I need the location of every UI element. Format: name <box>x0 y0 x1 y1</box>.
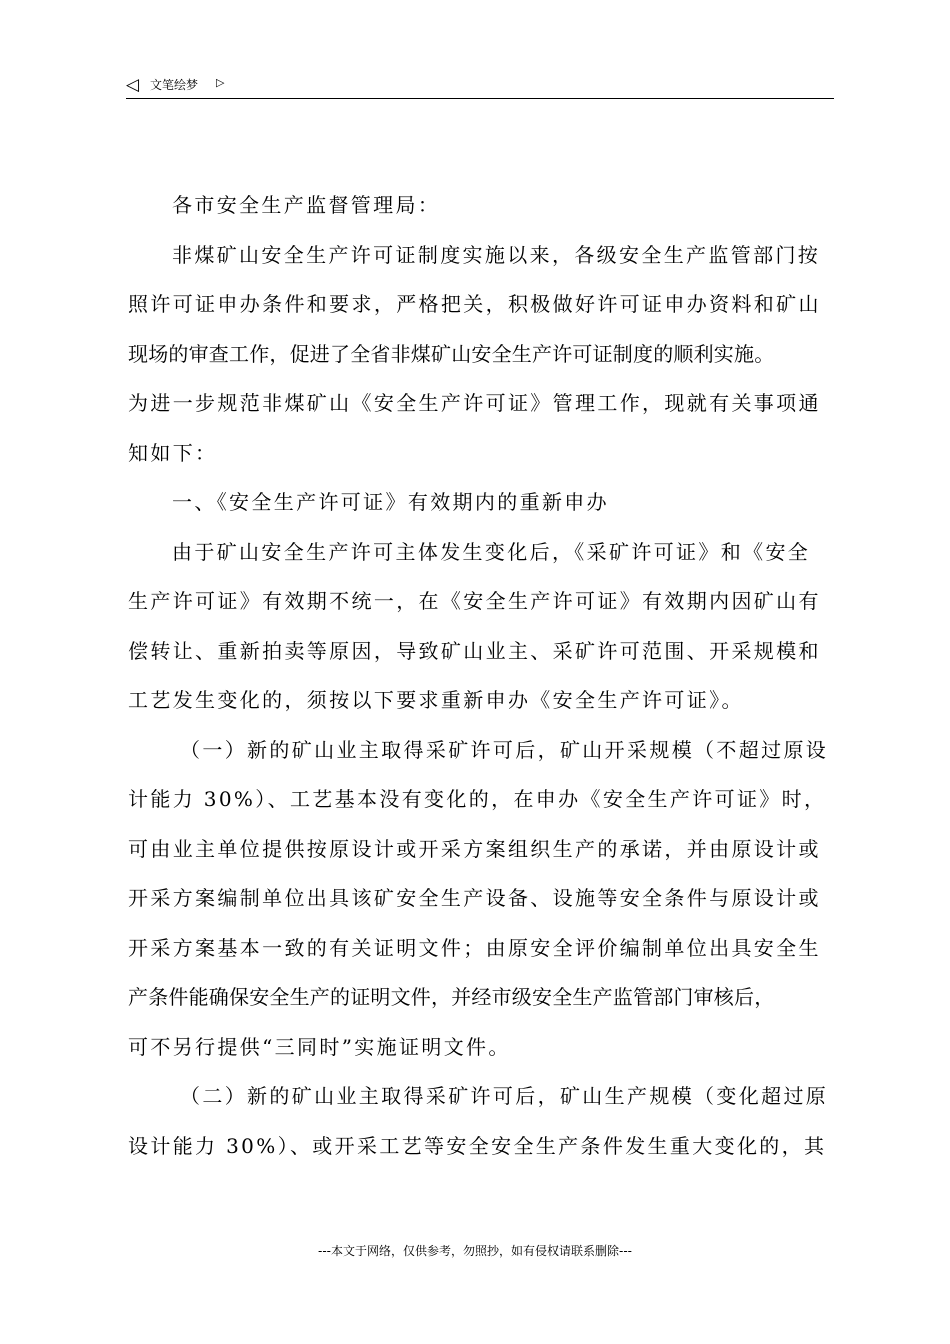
left-triangle-icon: ◁ <box>126 75 140 95</box>
header-brand: 文笔绘梦 <box>150 78 199 92</box>
body-line: 产条件能确保安全生产的证明文件，并经市级安全生产监管部门审核后， <box>128 985 775 1009</box>
body-line: 为进一步规范非煤矿山《安全生产许可证》管理工作，现就有关事项通 <box>128 391 821 415</box>
body-line: 由于矿山安全生产许可主体发生变化后，《采矿许可证》和《安全 <box>172 539 811 564</box>
body-line: 开采方案编制单位出具该矿安全生产设备、设施等安全条件与原设计或 <box>128 886 821 910</box>
document-body <box>128 190 840 1180</box>
body-line: 非煤矿山安全生产许可证制度实施以来，各级安全生产监管部门按 <box>172 242 821 267</box>
body-line: 可由业主单位提供按原设计或开采方案组织生产的承诺，并由原设计或 <box>128 836 821 861</box>
body-line: 可不另行提供“三同时”实施证明文件。 <box>128 1034 511 1059</box>
body-line: 生产许可证》有效期不统一，在《安全生产许可证》有效期内因矿山有 <box>128 589 821 613</box>
body-line: （二）新的矿山业主取得采矿许可后，矿山生产规模（变化超过原 <box>180 1084 829 1108</box>
body-line: 设计能力 30%）、或开采工艺等安全安全生产条件发生重大变化的，其 <box>128 1133 827 1158</box>
page-header <box>126 74 834 99</box>
section-heading: 一、《安全生产许可证》有效期内的重新申办 <box>172 490 609 514</box>
body-line: 现场的审查工作，促进了全省非煤矿山安全生产许可证制度的顺利实施。 <box>128 341 775 366</box>
body-line: 工艺发生变化的，须按以下要求重新申办《安全生产许可证》。 <box>128 688 744 712</box>
salutation-line: 各市安全生产监督管理局： <box>172 193 441 217</box>
body-line: 偿转让、重新拍卖等原因，导致矿山业主、采矿许可范围、开采规模和 <box>128 638 821 663</box>
body-line: 计能力 30%）、工艺基本没有变化的，在申办《安全生产许可证》时， <box>128 787 827 811</box>
right-triangle-icon: ▷ <box>216 76 225 89</box>
body-line: 知如下： <box>128 440 218 465</box>
body-line: 照许可证申办条件和要求，严格把关，积极做好许可证申办资料和矿山 <box>128 292 821 316</box>
page-footer: ---本文于网络，仅供参考，勿照抄，如有侵权请联系删除--- <box>318 1244 632 1258</box>
body-line: 开采方案基本一致的有关证明文件；由原安全评价编制单位出具安全生 <box>128 935 821 960</box>
body-line: （一）新的矿山业主取得采矿许可后，矿山开采规模（不超过原设 <box>180 737 829 762</box>
